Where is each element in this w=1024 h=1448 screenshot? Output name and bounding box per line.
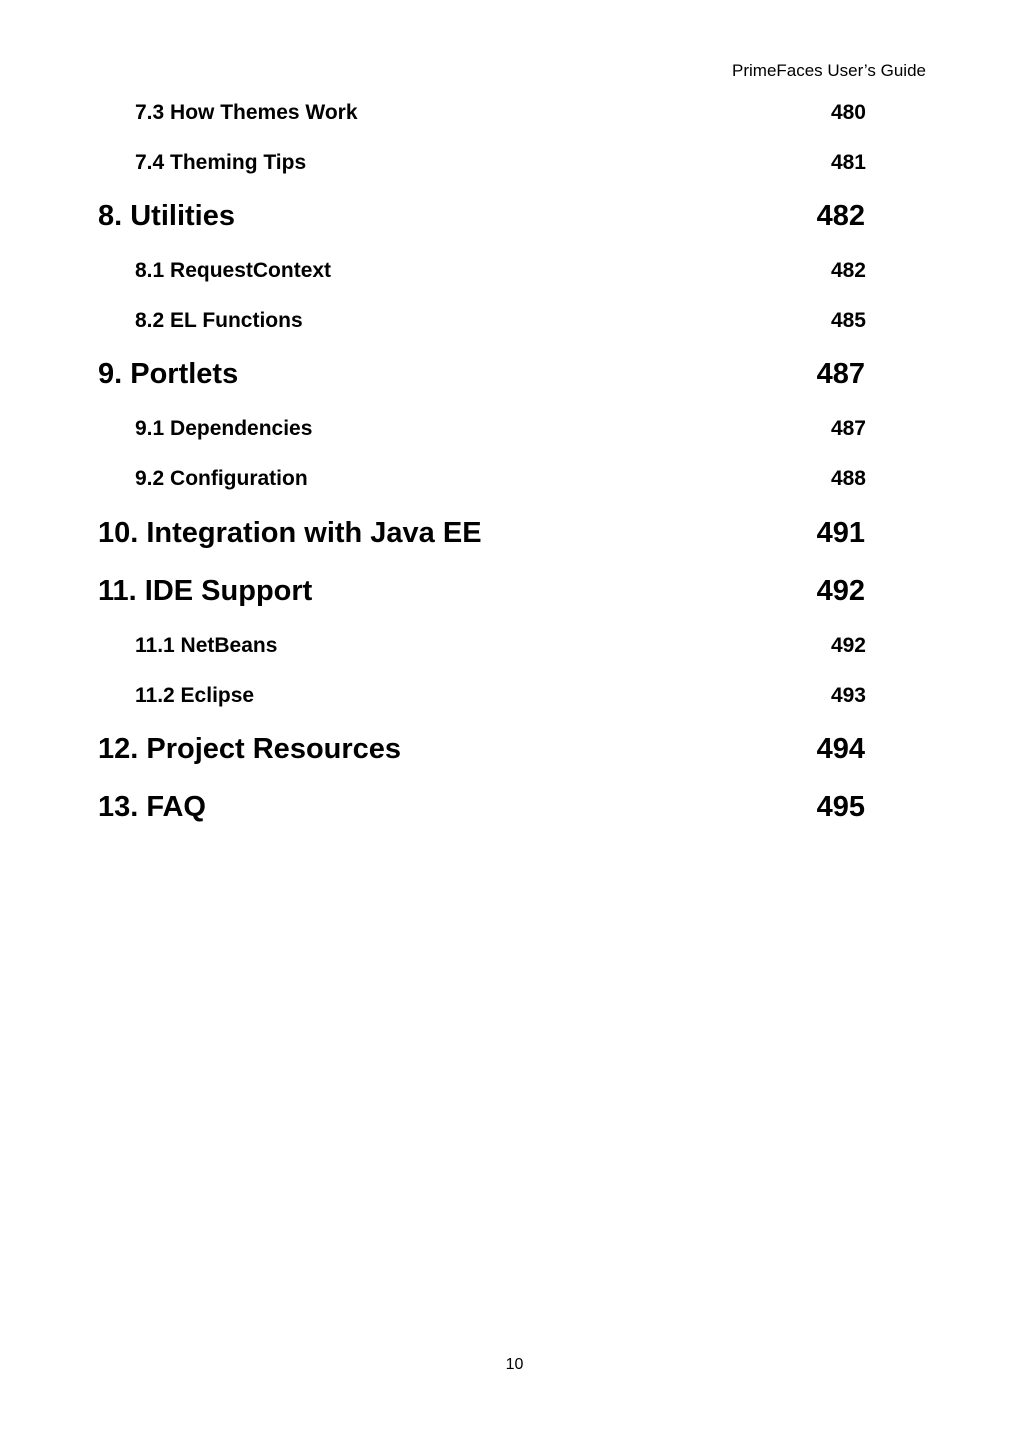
page-number: 10	[505, 1356, 524, 1373]
toc-entry-page: 495	[816, 791, 865, 823]
toc-entry-page: 480	[830, 101, 866, 124]
toc-entry-label: 8.2 EL Functions	[135, 309, 303, 332]
toc-entry-label: 13. FAQ	[98, 791, 206, 823]
toc-entry-label: 8.1 RequestContext	[135, 259, 332, 282]
toc-entry-label: 7.4 Theming Tips	[135, 151, 307, 174]
toc-entry-page: 493	[830, 684, 866, 707]
toc-entry-page: 487	[816, 358, 865, 390]
toc-entry-page: 492	[830, 634, 866, 657]
toc-entry-page: 494	[816, 733, 865, 765]
toc-entry-label: 11.2 Eclipse	[135, 684, 255, 707]
toc-entry-label: 12. Project Resources	[98, 733, 402, 765]
toc-entry-label: 9.2 Configuration	[135, 467, 308, 490]
toc-entry-page: 488	[830, 467, 866, 490]
toc-entry-page: 491	[816, 517, 865, 549]
toc-entry-page: 485	[830, 309, 866, 332]
toc-entry-label: 8. Utilities	[98, 200, 235, 232]
toc-entry-label: 7.3 How Themes Work	[135, 101, 358, 124]
running-header: PrimeFaces User’s Guide	[732, 61, 926, 80]
toc-entry-page: 492	[816, 575, 865, 607]
toc-entry-label: 9. Portlets	[98, 358, 239, 390]
toc-entry-page: 482	[816, 200, 865, 232]
toc-entry-page: 487	[830, 417, 866, 440]
toc-entry-label: 11. IDE Support	[98, 575, 313, 607]
toc-entry-label: 9.1 Dependencies	[135, 417, 313, 440]
toc-entry-label: 10. Integration with Java EE	[98, 517, 482, 549]
toc-entry-label: 11.1 NetBeans	[135, 634, 278, 657]
toc-entry-page: 482	[830, 259, 866, 282]
toc-entry-page: 481	[830, 151, 866, 174]
